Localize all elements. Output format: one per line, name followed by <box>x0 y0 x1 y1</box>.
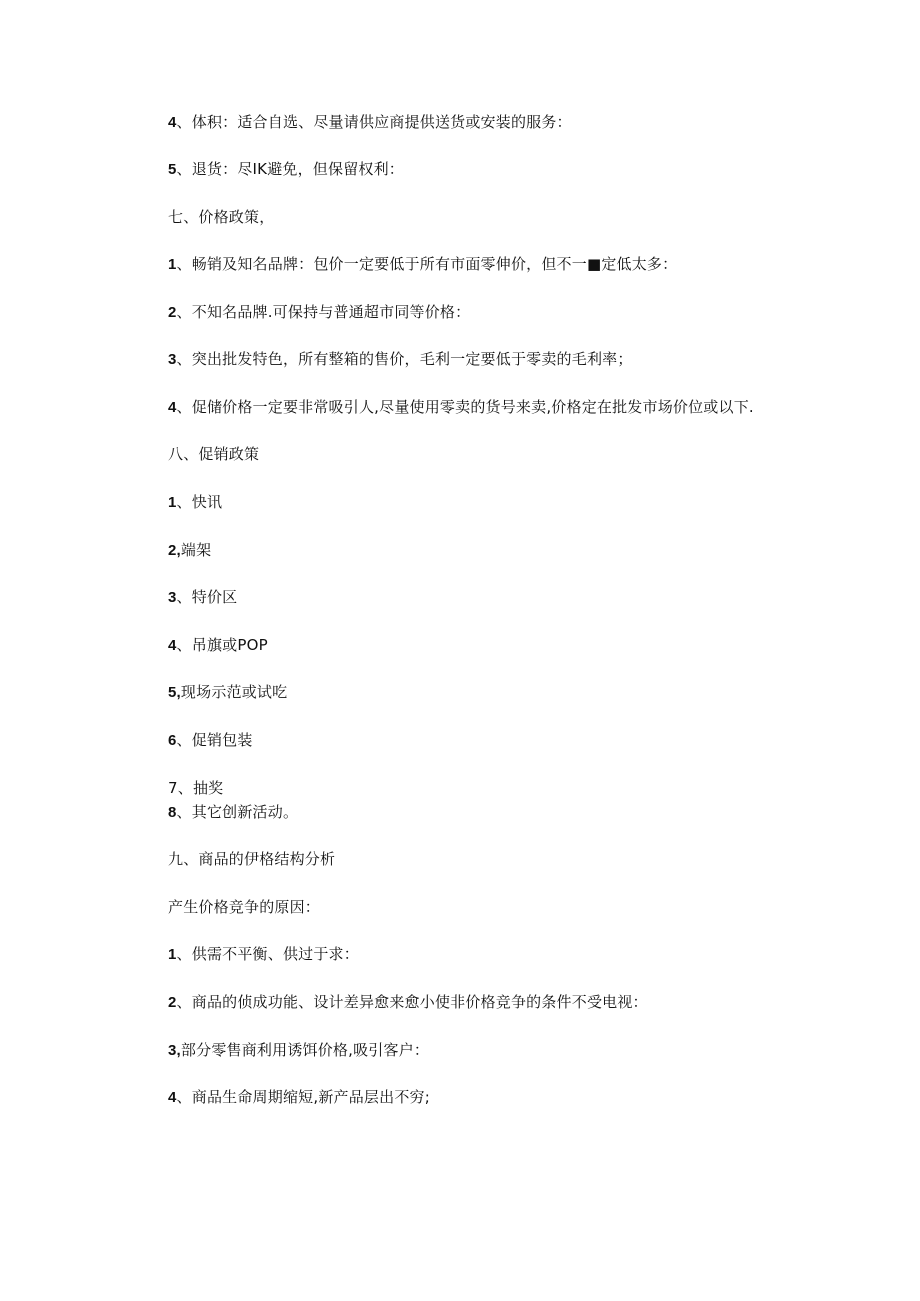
paragraph-text: 畅销及知名品牌：包价一定要低于所有市面零伸价，但不一■定低太多： <box>191 255 678 273</box>
list-item <box>168 1040 429 1061</box>
item-number: 4 <box>168 399 177 416</box>
list-item <box>168 802 298 823</box>
item-separator: 、 <box>176 636 192 654</box>
item-separator: 、 <box>176 255 192 273</box>
section-heading-price-structure <box>168 849 335 869</box>
paragraph-text: 商品的侦成功能、设计差异愈来愈小使非价格竞争的条件不受电视： <box>191 993 648 1011</box>
item-separator: 、 <box>176 160 192 178</box>
heading-text: 七、价格政策， <box>168 208 275 226</box>
paragraph-text: 其它创新活动。 <box>191 803 299 821</box>
item-separator: 、 <box>176 588 192 606</box>
paragraph-text: 吊旗或POP <box>191 636 268 654</box>
paragraph-text: 商品生命周期缩短,新产品层出不穷; <box>191 1088 430 1106</box>
heading-text: 八、促销政策 <box>168 445 260 463</box>
list-item <box>168 944 359 965</box>
item-number: 2 <box>168 542 177 559</box>
list-item <box>168 492 222 513</box>
list-item <box>168 635 268 656</box>
paragraph-text: 产生价格竞争的原因： <box>168 898 321 916</box>
paragraph-text: 特价区 <box>191 588 238 606</box>
list-item <box>168 1087 430 1108</box>
item-number: 1 <box>168 494 177 511</box>
list-item <box>168 397 754 418</box>
list-item <box>168 540 211 561</box>
paragraph-text: 体积：适合自选、尽量请供应商提供送货或安装的服务： <box>191 113 572 131</box>
paragraph-text: 退货：尽IK避免，但保留权利： <box>191 160 405 178</box>
list-item <box>168 730 253 751</box>
item-number: 2 <box>168 994 177 1011</box>
list-item <box>168 992 648 1013</box>
item-separator: 、 <box>176 398 192 416</box>
item-number: 5 <box>168 161 177 178</box>
item-number: 3 <box>168 351 177 368</box>
paragraph-text: 现场示范或试吃 <box>180 683 288 701</box>
item-number: 4 <box>168 637 177 654</box>
item-separator: 、 <box>176 1088 192 1106</box>
item-separator: 、 <box>176 493 192 511</box>
list-item <box>168 302 470 323</box>
paragraph-text: 供需不平衡、供过于求： <box>191 945 359 963</box>
list-item <box>168 778 223 798</box>
item-separator: , <box>176 1042 181 1059</box>
item-separator: 、 <box>176 993 192 1011</box>
section-heading-price-policy <box>168 207 274 227</box>
list-item <box>168 682 287 703</box>
item-number: 4 <box>168 1089 177 1106</box>
list-item <box>168 254 677 275</box>
paragraph-text: 促储价格一定要非常吸引人,尽量使用零卖的货号来卖,价格定在批发市场价位或以下. <box>191 398 754 416</box>
paragraph-text: 端架 <box>180 541 212 559</box>
item-separator: 、 <box>176 731 192 749</box>
section-heading-promotion-policy <box>168 444 259 464</box>
paragraph-text: 部分零售商利用诱饵价格,吸引客户： <box>180 1041 430 1059</box>
item-number: 2 <box>168 304 177 321</box>
item-number: 4 <box>168 114 177 131</box>
paragraph-text: 快讯 <box>191 493 223 511</box>
item-number: 5 <box>168 684 177 701</box>
heading-text: 九、商品的伊格结构分析 <box>168 850 336 868</box>
item-separator: 、 <box>176 945 192 963</box>
item-separator: 、 <box>176 113 192 131</box>
item-number: 3 <box>168 1042 177 1059</box>
item-number: 1 <box>168 946 177 963</box>
item-separator: 、 <box>176 803 192 821</box>
item-number: 1 <box>168 256 177 273</box>
item-separator: , <box>176 684 181 701</box>
item-separator: 、 <box>176 350 192 368</box>
paragraph-text: 促销包装 <box>191 731 253 749</box>
item-number: 6 <box>168 732 177 749</box>
item-number: 3 <box>168 589 177 606</box>
item-separator: 、 <box>176 303 192 321</box>
list-item <box>168 587 237 608</box>
list-item <box>168 349 633 370</box>
paragraph-returns <box>168 159 404 180</box>
paragraph-text: 突出批发特色，所有整箱的售价，毛利一定要低于零卖的毛利率； <box>191 350 633 368</box>
paragraph-volume <box>168 112 572 133</box>
paragraph-text: 不知名品牌.可保持与普通超市同等价格： <box>191 303 471 321</box>
paragraph-text: 7、抽奖 <box>168 779 224 797</box>
item-separator: , <box>176 542 181 559</box>
paragraph-intro <box>168 897 320 917</box>
item-number: 8 <box>168 804 177 821</box>
